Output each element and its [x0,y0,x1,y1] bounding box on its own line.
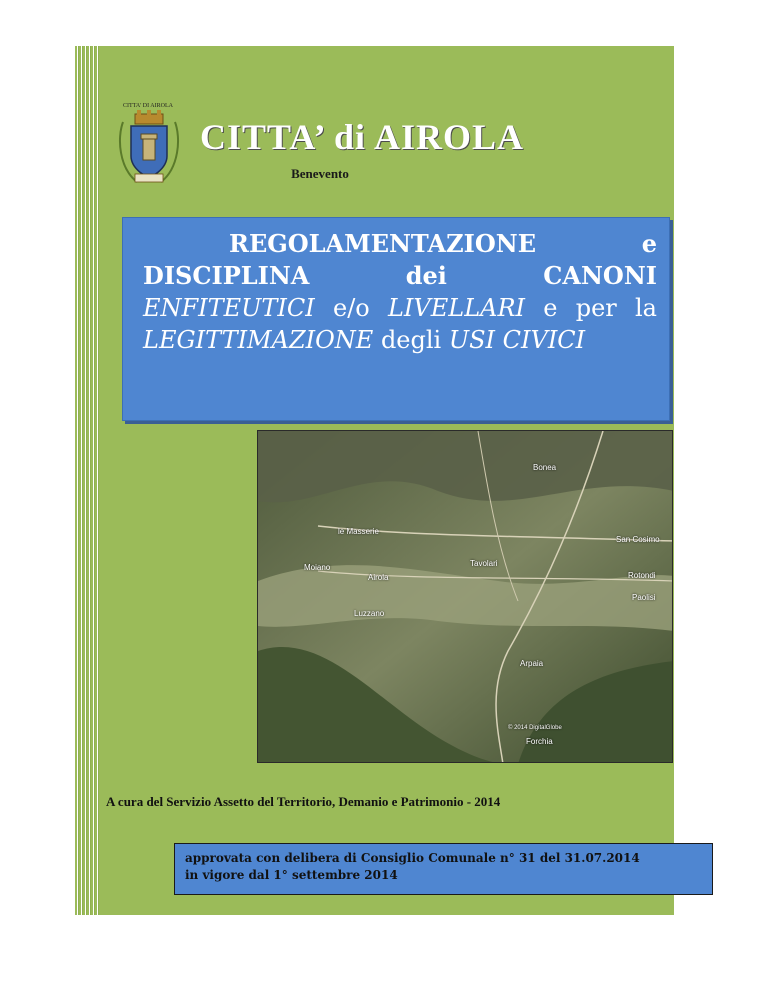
map-place-label: San Cosimo [616,535,660,544]
regulation-title-part: e/o [314,294,388,322]
regulation-title-part: degli [373,326,449,354]
regulation-title-part: LEGITTIMAZIONE [143,326,374,354]
crest-caption: CITTA' DI AIROLA [123,103,173,109]
cover-stripes [75,46,99,915]
map-place-label: Bonea [533,463,557,472]
regulation-title-part: REGOLAMENTAZIONE e DISCIPLINA dei CANONI [143,229,657,290]
satellite-terrain [258,431,673,763]
map-place-label: Paolisi [632,593,656,602]
regulation-title-part: USI CIVICI [448,326,586,354]
satellite-map-image [257,430,673,763]
page-title: CITTA’ di AIROLA [200,117,525,157]
map-place-label: Tavolari [470,559,498,568]
map-place-label: Rotondi [628,571,656,580]
approval-line: in vigore dal 1° settembre 2014 [185,868,398,882]
coat-of-arms-icon [115,108,183,188]
map-place-label: Moiano [304,563,331,572]
subtitle-province: Benevento [291,166,349,181]
regulation-title-box [122,217,670,421]
regulation-title-part: ENFITEUTICI [143,294,315,322]
regulation-title-part: LIVELLARI [387,294,526,322]
credit-line: A cura del Servizio Assetto del Territorio, Demanio e Patrimonio - 2014 [106,794,501,809]
approval-box [174,843,713,895]
map-place-label: Arpaia [520,659,544,668]
map-place-label: le Masserie [338,527,379,536]
regulation-title-part: e per la [525,294,657,322]
approval-line: approvata con delibera di Consiglio Comunale n° 31 del 31.07.2014 [185,851,640,865]
map-place-label: Forchia [526,737,553,746]
map-place-label: Airola [368,573,389,582]
map-copyright: © 2014 DigitalGlobe [508,725,562,731]
map-place-label: Luzzano [354,609,385,618]
